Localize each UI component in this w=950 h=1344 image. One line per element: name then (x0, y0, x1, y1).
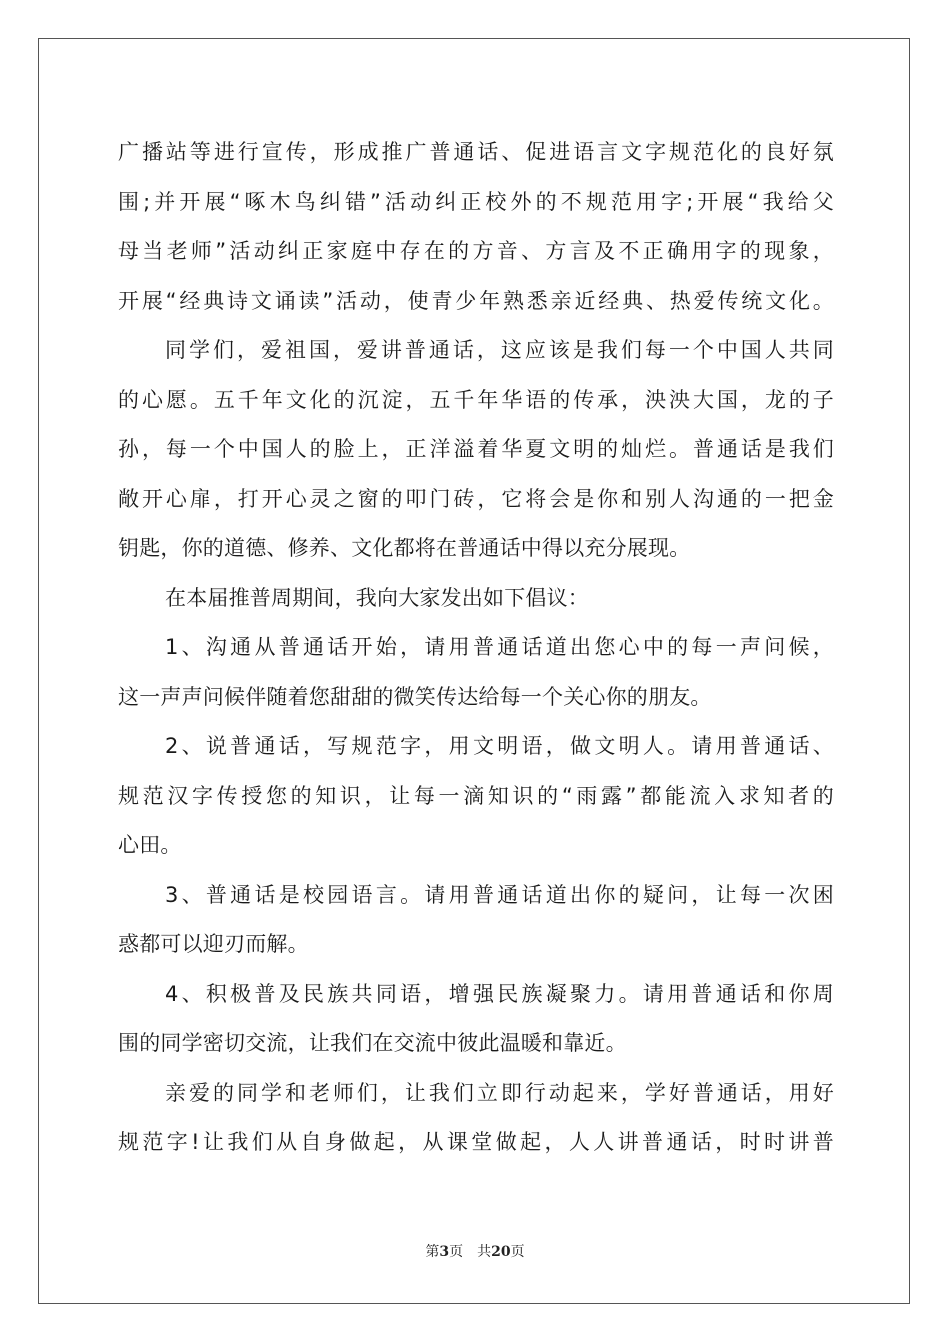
text-line: 敞开心扉，打开心灵之窗的叩门砖，它将会是你和别人沟通的一把金 (118, 486, 834, 511)
document-body (118, 128, 834, 1168)
footer-page-number: 3 (439, 1244, 450, 1260)
text-line: 这一声声问候伴随着您甜甜的微笑传达给每一个关心你的朋友。 (118, 684, 712, 709)
text-line: 开展“经典诗文诵读”活动，使青少年熟悉亲近经典、热爱传统文化。 (118, 288, 834, 313)
footer-total-suffix: 页 (510, 1244, 525, 1260)
text-line: 规范字!让我们从自身做起，从课堂做起，人人讲普通话，时时讲普 (118, 1130, 834, 1154)
footer-total-number: 20 (491, 1244, 511, 1260)
text-line: 心田。 (118, 833, 182, 857)
footer-total-prefix: 共 (477, 1244, 492, 1260)
text-line: 惑都可以迎刃而解。 (118, 932, 309, 956)
footer-page-suffix: 页 (449, 1244, 464, 1260)
page-footer (0, 1242, 950, 1262)
text-line: 钥匙，你的道德、修养、文化都将在普通话中得以充分展现。 (118, 536, 691, 560)
text-line: 亲爱的同学和老师们，让我们立即行动起来，学好普通话，用好 (165, 1080, 834, 1105)
text-line: 规范汉字传授您的知识，让每一滴知识的“雨露”都能流入求知者的 (118, 783, 834, 808)
footer-page-prefix: 第 (425, 1244, 440, 1260)
text-line: 3、普通话是校园语言。请用普通话道出你的疑问，让每一次困 (165, 882, 834, 907)
text-line: 在本届推普周期间，我向大家发出如下倡议： (165, 585, 589, 610)
text-line: 围;并开展“啄木鸟纠错”活动纠正校外的不规范用字;开展“我给父 (118, 189, 834, 214)
text-line: 同学们，爱祖国，爱讲普通话，这应该是我们每一个中国人共同 (165, 338, 834, 362)
text-line: 广播站等进行宣传，形成推广普通话、促进语言文字规范化的良好氛 (118, 140, 834, 164)
text-line: 围的同学密切交流，让我们在交流中彼此温暖和靠近。 (118, 1031, 627, 1055)
text-line: 4、积极普及民族共同语，增强民族凝聚力。请用普通话和你周 (165, 981, 834, 1006)
text-line: 2、说普通话，写规范字，用文明语，做文明人。请用普通话、 (165, 734, 834, 758)
text-line: 1、沟通从普通话开始，请用普通话道出您心中的每一声问候， (165, 635, 834, 659)
text-line: 孙，每一个中国人的脸上，正洋溢着华夏文明的灿烂。普通话是我们 (118, 437, 834, 461)
text-line: 的心愿。五千年文化的沉淀，五千年华语的传承，泱泱大国，龙的子 (118, 387, 834, 412)
text-line: 母当老师”活动纠正家庭中存在的方音、方言及不正确用字的现象， (118, 239, 834, 263)
